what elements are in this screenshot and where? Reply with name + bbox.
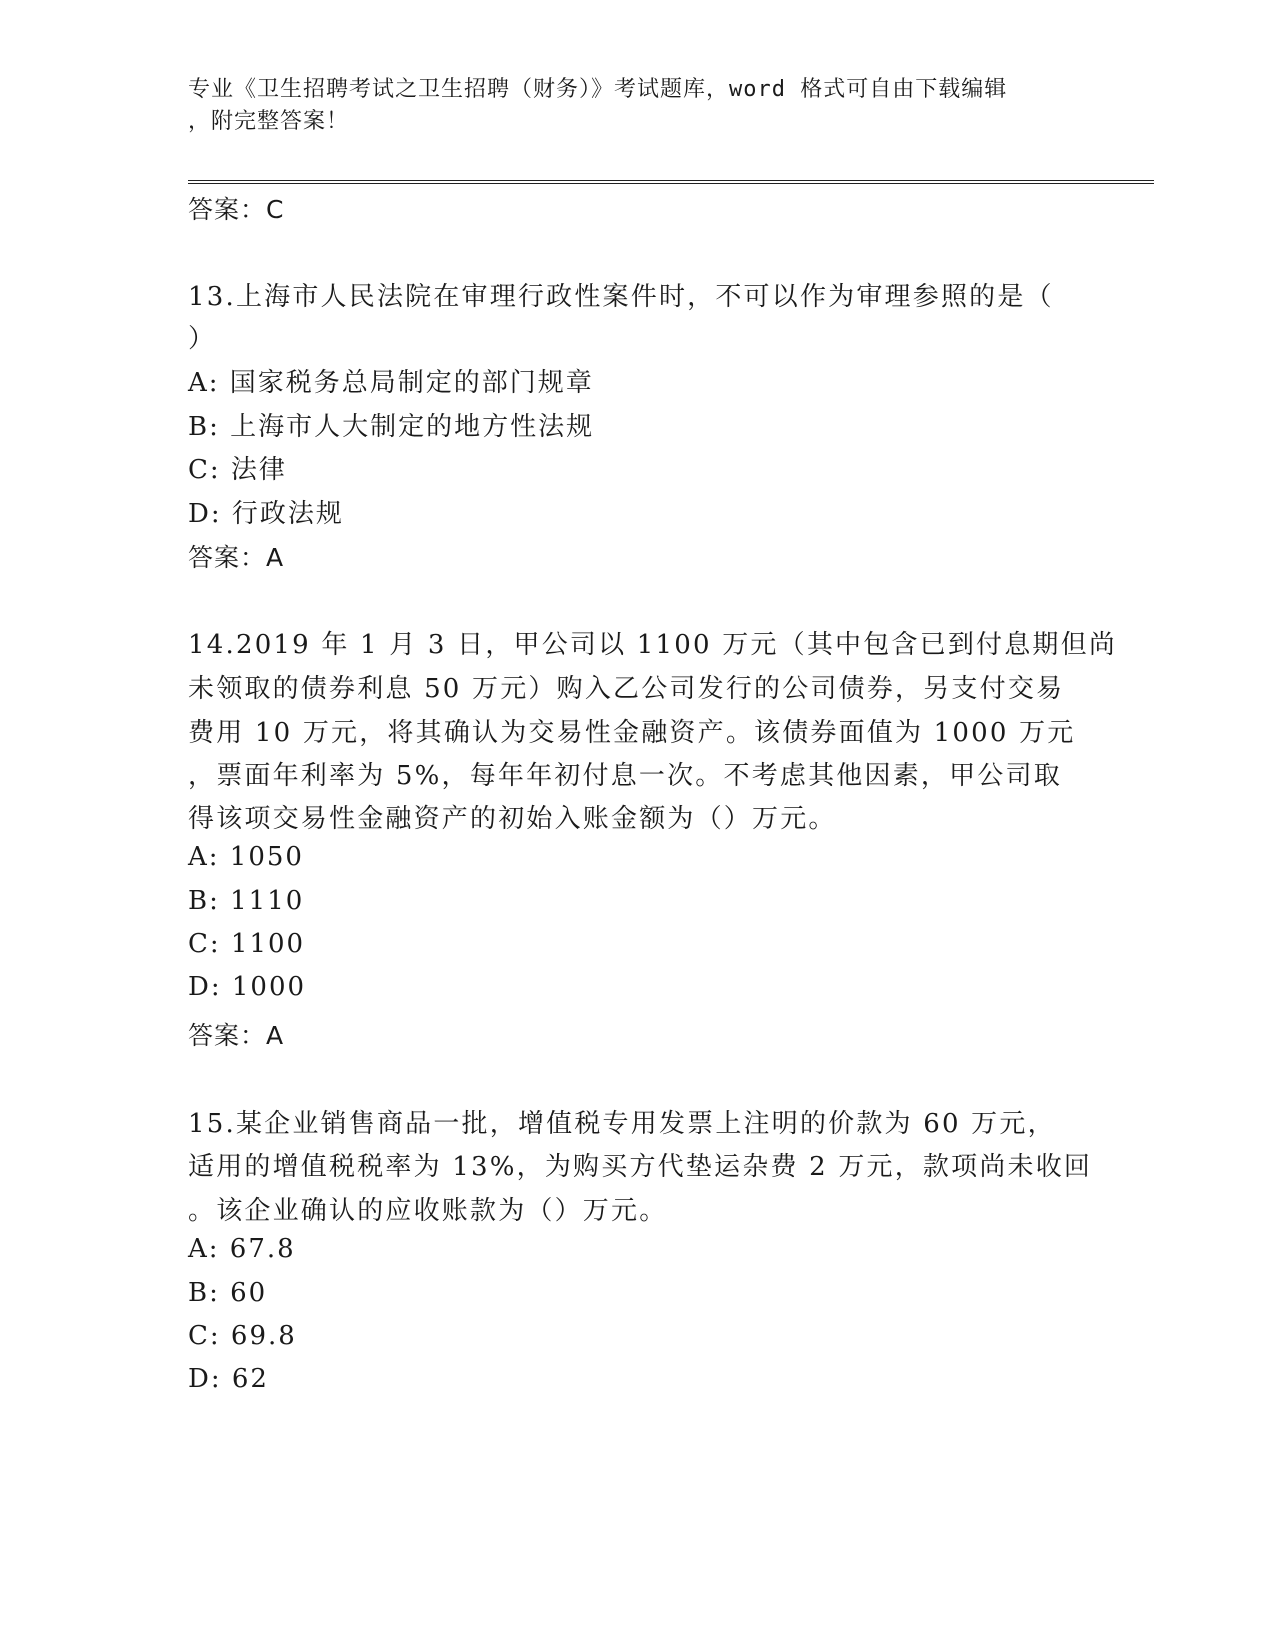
option-a: A: 67.8 <box>188 1234 296 1264</box>
option-c: C: 法律 <box>188 455 287 485</box>
option-b: B: 1110 <box>188 886 305 916</box>
option-c: C: 69.8 <box>188 1321 297 1351</box>
question-text-line: ，票面年利率为 5%，每年年初付息一次。不考虑其他因素，甲公司取 <box>188 761 1062 791</box>
option-d: D: 行政法规 <box>188 499 344 529</box>
document-header <box>188 74 1088 138</box>
question-text-line: 14.2019 年 1 月 3 日，甲公司以 1100 万元（其中包含已到付息期但尚 <box>188 630 1118 660</box>
header-line-2: ，附完整答案！ <box>188 109 350 134</box>
option-d: D: 1000 <box>188 972 307 1002</box>
answer-previous: 答案：C <box>188 195 285 224</box>
option-c: C: 1100 <box>188 929 306 959</box>
question-text-line: 。该企业确认的应收账款为（）万元。 <box>188 1196 668 1226</box>
option-d: D: 62 <box>188 1364 269 1394</box>
option-b: B: 上海市人大制定的地方性法规 <box>188 412 595 442</box>
question-text-line: 13.上海市人民法院在审理行政性案件时，不可以作为审理参照的是（ <box>188 282 1054 312</box>
question-text-line: 未领取的债券利息 50 万元）购入乙公司发行的公司债券，另支付交易 <box>188 674 1065 704</box>
question-text-line: 得该项交易性金融资产的初始入账金额为（）万元。 <box>188 804 837 834</box>
answer: 答案：A <box>188 1021 285 1050</box>
question-text-line: 费用 10 万元，将其确认为交易性金融资产。该债券面值为 1000 万元 <box>188 718 1076 748</box>
header-divider <box>188 180 1154 184</box>
answer: 答案：A <box>188 543 285 572</box>
option-b: B: 60 <box>188 1278 268 1308</box>
option-a: A: 国家税务总局制定的部门规章 <box>188 368 594 398</box>
option-a: A: 1050 <box>188 842 304 872</box>
question-text-line: 15.某企业销售商品一批，增值税专用发票上注明的价款为 60 万元， <box>188 1109 1056 1139</box>
header-line-1: 专业《卫生招聘考试之卫生招聘（财务）》考试题库，word 格式可自由下载编辑 <box>188 77 1008 102</box>
question-text-line: ） <box>188 324 217 354</box>
question-text-line: 适用的增值税税率为 13%，为购买方代垫运杂费 2 万元，款项尚未收回 <box>188 1152 1093 1182</box>
